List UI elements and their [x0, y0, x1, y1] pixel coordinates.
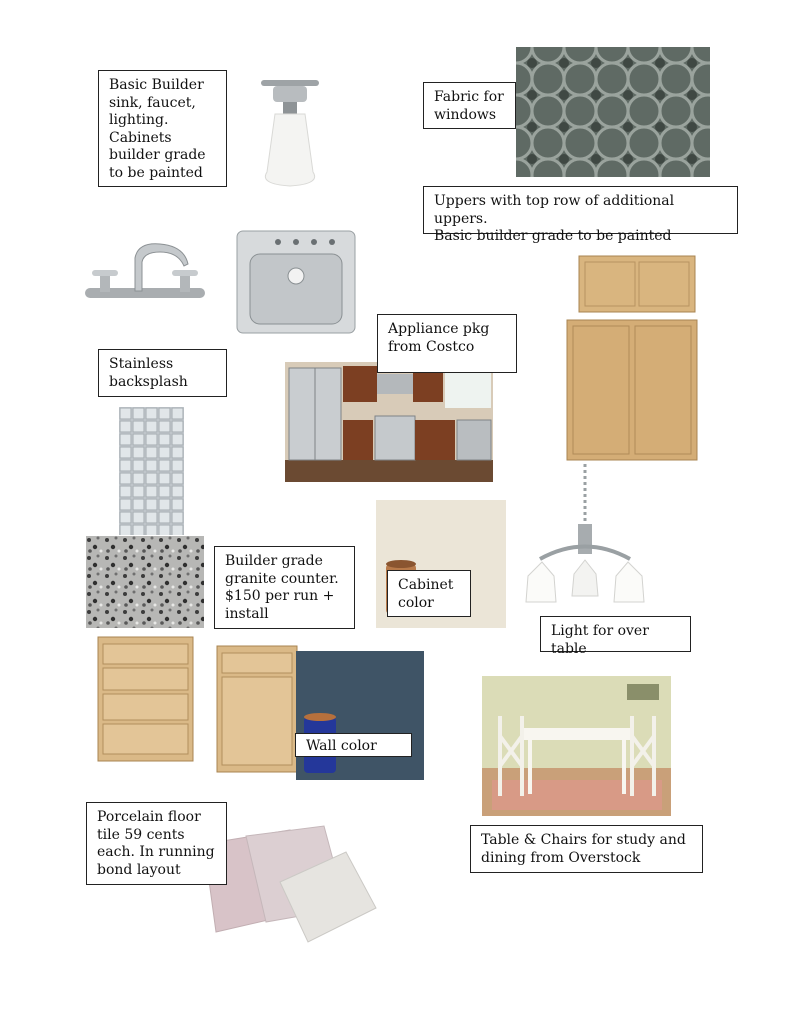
fabric-label: Fabric for windows — [423, 82, 516, 129]
floor-tile-label: Porcelain floor tile 59 cents each. In running bond layout — [86, 802, 227, 885]
table-chairs-label: Table & Chairs for study and dining from Overstock — [470, 825, 703, 873]
basic-builder-label: Basic Builder sink, faucet, lighting. Cabinets builder grade to be painted — [98, 70, 227, 187]
light-table-label: Light for over table — [540, 616, 691, 652]
uppers-label: Uppers with top row of additional uppers. Basic builder grade to be painted — [423, 186, 738, 234]
appliance-label: Appliance pkg from Costco — [377, 314, 517, 373]
upper-cabinets-image — [565, 254, 700, 462]
faucet-image — [80, 236, 210, 316]
cabinet-color-label: Cabinet color — [387, 570, 471, 617]
fabric-swatch — [516, 47, 710, 177]
kitchen-appliance-image — [285, 362, 493, 482]
wall-color-swatch — [296, 651, 424, 780]
drawer-base-cabinet-image — [97, 636, 194, 762]
chandelier-image — [520, 464, 650, 609]
sink-image — [236, 230, 356, 334]
granite-label: Builder grade granite counter. $150 per run + install — [214, 546, 355, 629]
door-base-cabinet-image — [216, 645, 298, 773]
wall-color-label: Wall color — [295, 733, 412, 757]
ceiling-light-image — [255, 72, 325, 190]
granite-image — [86, 536, 204, 628]
backsplash-tile-image — [119, 407, 184, 535]
dining-table-image — [482, 676, 671, 816]
backsplash-label: Stainless backsplash — [98, 349, 227, 397]
